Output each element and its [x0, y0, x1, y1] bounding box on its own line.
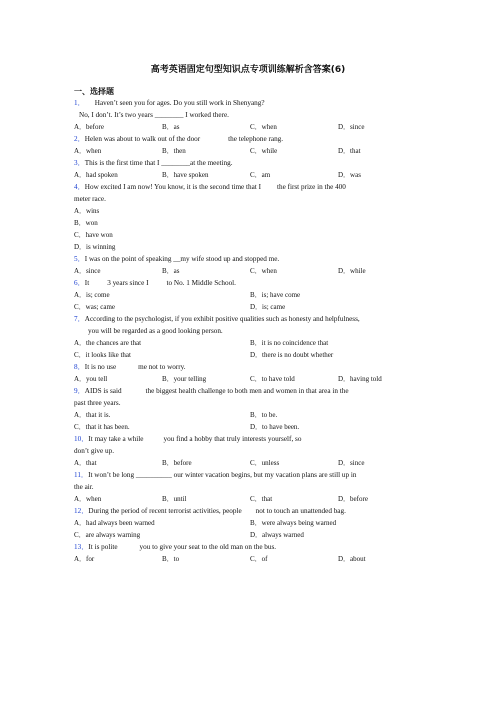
options [74, 145, 426, 157]
option-a[interactable]: A．had always been warned [74, 519, 155, 527]
option-c[interactable]: C．while [250, 147, 278, 155]
question-11 [74, 469, 426, 505]
question-number: 8． [74, 363, 85, 371]
option-a[interactable]: A．before [74, 123, 104, 131]
option-d[interactable]: D．is; came [250, 303, 286, 311]
question-text: It is no use [84, 363, 117, 371]
option-a[interactable]: A．is; come [74, 291, 110, 299]
options [74, 265, 426, 277]
question-number: 1． [74, 99, 85, 107]
question-text: don’t give up. [74, 447, 114, 455]
question-number: 3． [74, 159, 85, 167]
option-c[interactable]: C．of [250, 555, 268, 563]
options [74, 337, 426, 349]
question-number: 9． [74, 387, 85, 395]
option-c[interactable]: C．am [250, 171, 271, 179]
question-number: 13． [74, 543, 89, 551]
option-d[interactable]: D．to have been. [250, 423, 300, 431]
question-text: the biggest health challenge to both men and women in that area in the [145, 387, 349, 395]
question-text: During the period of recent terrorist activities, people [88, 507, 242, 515]
question-text: I was on the point of speaking __my wife stood up and stopped me. [84, 255, 280, 263]
options [74, 457, 426, 469]
question-text: the first prize in the 400 [277, 183, 346, 191]
question-text: meter race. [74, 195, 106, 203]
option-c[interactable]: C．when [250, 267, 277, 275]
option-a[interactable]: A．that it is. [74, 411, 111, 419]
option-c[interactable]: C．to have told [250, 375, 295, 383]
option-a[interactable]: A．when [74, 495, 102, 503]
option-d[interactable]: D．while [338, 267, 366, 275]
question-number: 12． [74, 507, 89, 515]
question-text: not to touch an unattended bag. [255, 507, 346, 515]
option-b[interactable]: B．then [162, 147, 186, 155]
option-a[interactable]: A．the chances are that [74, 339, 142, 347]
option-d[interactable]: D．there is no doubt whether [250, 351, 334, 359]
question-text: According to the psychologist, if you exhibit positive qualities such as honesty and helpfulness, [84, 315, 360, 323]
question-3 [74, 157, 426, 181]
question-text: It [84, 279, 90, 287]
question-text: Haven’t seen you for ages. Do you still work in Shenyang? [94, 99, 265, 107]
options [74, 169, 426, 181]
option-a[interactable]: A．since [74, 267, 101, 275]
option-a[interactable]: A．that [74, 459, 97, 467]
question-text: to No. 1 Middle School. [166, 279, 236, 287]
question-number: 6． [74, 279, 85, 287]
option-b[interactable]: B．it is no coincidence that [250, 339, 329, 347]
option-b[interactable]: B．until [162, 495, 187, 503]
section-heading: 一、选择题 [74, 87, 114, 96]
option-b[interactable]: B．were always being warned [250, 519, 337, 527]
option-a[interactable]: A．you tell [74, 375, 108, 383]
options [74, 409, 426, 421]
question-10 [74, 433, 426, 469]
question-9 [74, 385, 426, 433]
question-4 [74, 181, 426, 253]
options [74, 517, 426, 529]
option-d[interactable]: D．was [338, 171, 361, 179]
question-text: It is polite [88, 543, 118, 551]
options [74, 349, 426, 361]
option-a[interactable]: A．had spoken [74, 171, 118, 179]
option-d[interactable]: D．since [338, 459, 365, 467]
option-c[interactable]: C．that it has been. [74, 423, 130, 431]
question-12 [74, 505, 426, 541]
question-13 [74, 541, 426, 565]
question-number: 7． [74, 315, 85, 323]
option-b[interactable]: B．have spoken [162, 171, 209, 179]
question-number: 11． [74, 471, 89, 479]
options [74, 529, 426, 541]
question-text: you to give your seat to the old man on the bus. [139, 543, 277, 551]
option-b[interactable]: B．as [162, 123, 180, 131]
option-a[interactable]: A．for [74, 555, 95, 563]
question-text: No, I don’t. It’s two years ________ I worked there. [79, 111, 229, 119]
option-c[interactable]: C．when [250, 123, 277, 131]
question-text: you will be regarded as a good looking person. [88, 327, 223, 335]
option-c[interactable]: C．have won [74, 231, 113, 239]
document-title: 高考英语固定句型知识点专项训练解析含答案(6) [150, 65, 346, 75]
question-number: 10． [74, 435, 89, 443]
question-7 [74, 313, 426, 361]
options [74, 289, 426, 301]
question-1 [74, 97, 426, 133]
option-d[interactable]: D．having told [338, 375, 382, 383]
question-number: 5． [74, 255, 85, 263]
question-text: the telephone rang. [228, 135, 284, 143]
option-c[interactable]: C．unless [250, 459, 280, 467]
option-b[interactable]: B．your telling [162, 375, 207, 383]
question-text: me not to worry. [138, 363, 186, 371]
option-b[interactable]: B．is; have come [250, 291, 301, 299]
question-text: you find a hobby that truly interests yourself, so [163, 435, 302, 443]
question-text: AIDS is said [84, 387, 122, 395]
question-2 [74, 133, 426, 157]
options [74, 421, 426, 433]
option-c[interactable]: C．that [250, 495, 273, 503]
options [74, 493, 426, 505]
question-5 [74, 253, 426, 277]
question-text: the air. [74, 483, 94, 491]
question-text: How excited I am now! You know, it is the second time that I [84, 183, 261, 191]
option-d[interactable]: D．is winning [74, 243, 116, 251]
options [74, 121, 426, 133]
options [74, 553, 426, 565]
option-d[interactable]: D．before [338, 495, 368, 503]
option-b[interactable]: B．to be. [250, 411, 278, 419]
options [74, 301, 426, 313]
question-8 [74, 361, 426, 385]
question-number: 2． [74, 135, 85, 143]
option-b[interactable]: B．as [162, 267, 180, 275]
question-text: past three years. [74, 399, 121, 407]
question-6 [74, 277, 426, 313]
question-text: It may take a while [88, 435, 144, 443]
option-a[interactable]: A．wins [74, 207, 100, 215]
option-c[interactable]: C．it looks like that [74, 351, 131, 359]
option-a[interactable]: A．when [74, 147, 102, 155]
option-b[interactable]: B．before [162, 459, 192, 467]
option-c[interactable]: C．are always warning [74, 531, 141, 539]
question-text: Helen was about to walk out of the door [84, 135, 201, 143]
option-b[interactable]: B．to [162, 555, 180, 563]
option-c[interactable]: C．was; came [74, 303, 116, 311]
question-text: It won’t be long __________ our winter vacation begins, but my vacation plans are still up in [88, 471, 357, 479]
options [74, 373, 426, 385]
option-b[interactable]: B．won [74, 219, 98, 227]
question-number: 4． [74, 183, 85, 191]
option-d[interactable]: D．since [338, 123, 365, 131]
question-list [74, 97, 426, 565]
option-d[interactable]: D．about [338, 555, 366, 563]
question-text: 3 years since I [107, 279, 149, 287]
question-text: This is the first time that I ________at the meeting. [84, 159, 233, 167]
option-d[interactable]: D．always warned [250, 531, 304, 539]
option-d[interactable]: D．that [338, 147, 361, 155]
